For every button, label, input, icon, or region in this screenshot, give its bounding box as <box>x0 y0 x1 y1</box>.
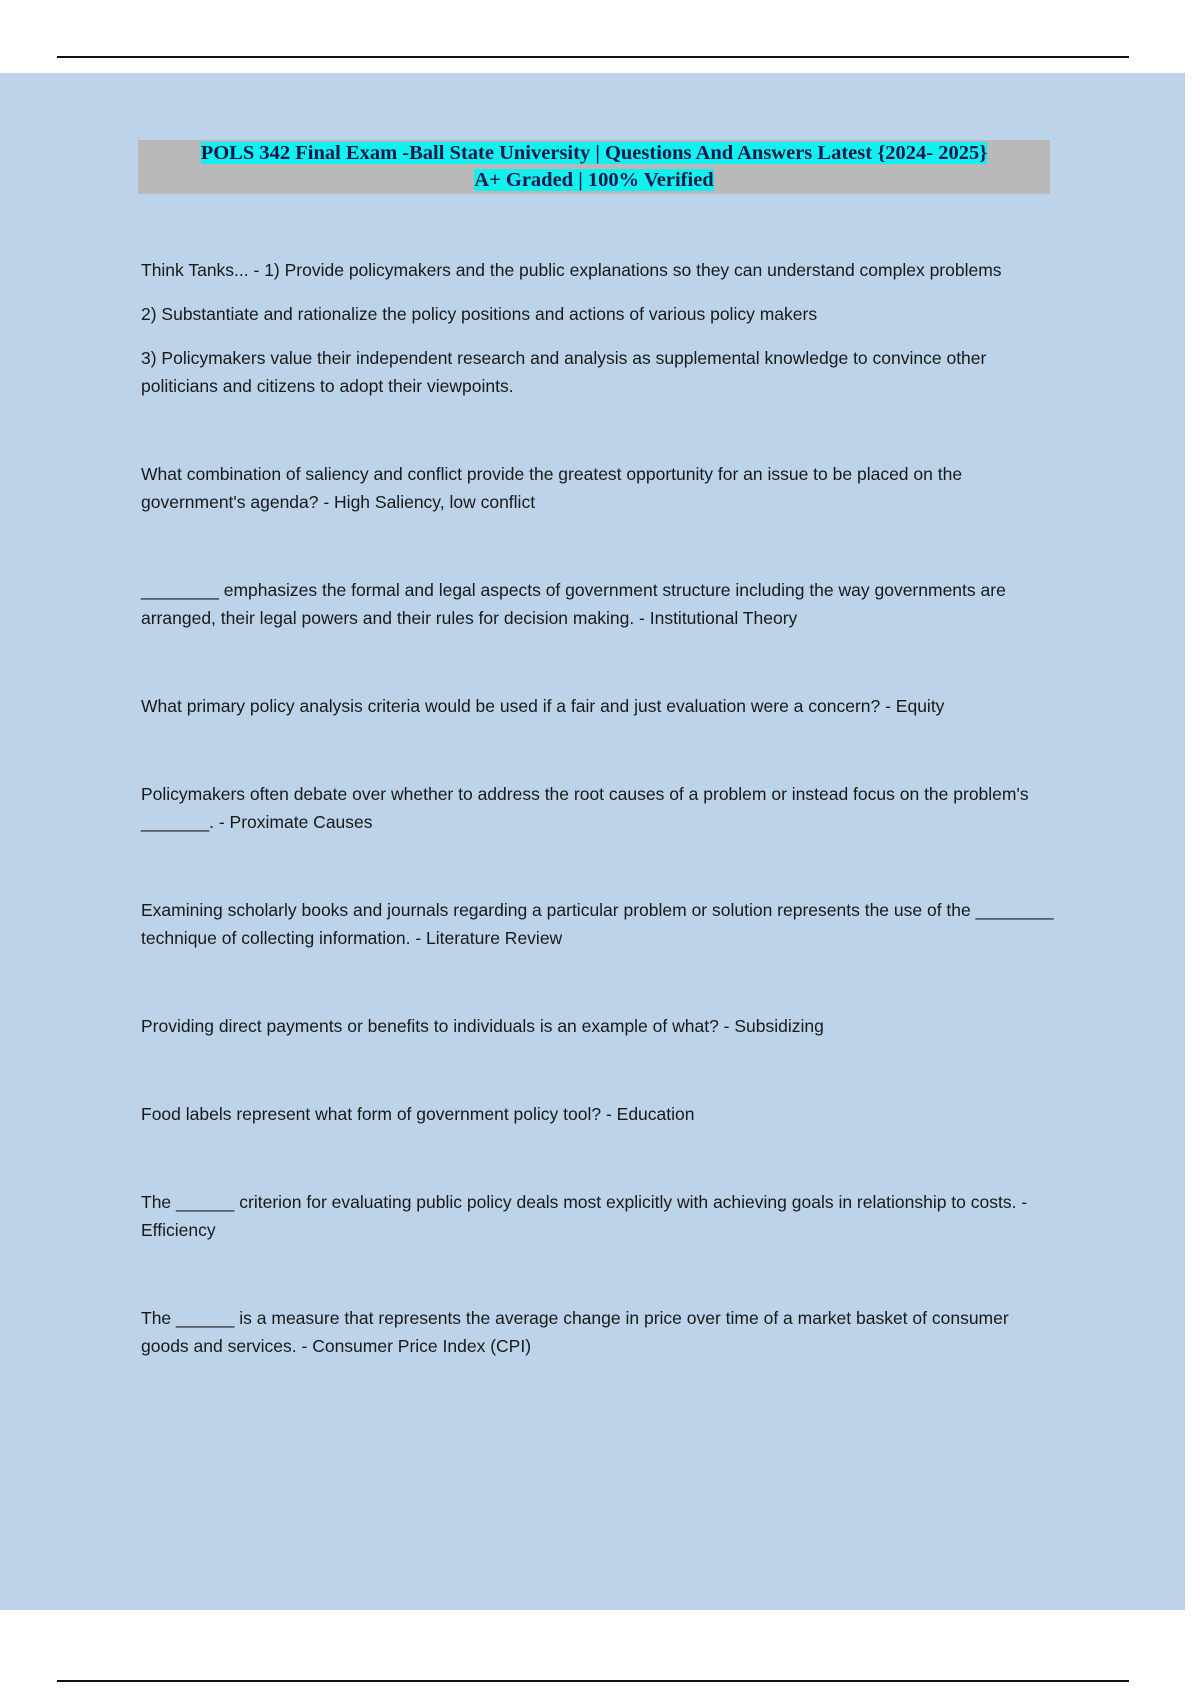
qa-item: What combination of saliency and conflict provide the greatest opportunity for an issue to be placed on the government's agenda? - High Saliency, low conflict <box>141 464 963 512</box>
title-line-1: POLS 342 Final Exam -Ball State University | Questions And Answers Latest {2024- 2025} <box>200 142 988 164</box>
qa-list <box>141 256 1061 1360</box>
qa-item: Policymakers often debate over whether to address the root causes of a problem or instead focus on the problem's _______. - Proximate Causes <box>141 784 1029 832</box>
qa-item: What primary policy analysis criteria would be used if a fair and just evaluation were a concern? - Equity <box>141 696 945 716</box>
qa-item: The ______ criterion for evaluating public policy deals most explicitly with achieving goals in relationship to costs. - Efficiency <box>141 1192 1028 1240</box>
qa-item: ________ emphasizes the formal and legal aspects of government structure including the way governments are arranged, their legal powers and their rules for decision making. - Institutional Theory <box>141 580 1006 628</box>
qa-item: Food labels represent what form of government policy tool? - Education <box>141 1104 695 1124</box>
qa-item: Think Tanks... - 1) Provide policymakers and the public explanations so they can understand complex problems <box>141 260 1002 280</box>
qa-item: Providing direct payments or benefits to individuals is an example of what? - Subsidizing <box>141 1016 824 1036</box>
qa-item: 2) Substantiate and rationalize the policy positions and actions of various policy makers <box>141 304 818 324</box>
document-title <box>138 140 1050 194</box>
qa-item: Examining scholarly books and journals regarding a particular problem or solution represents the use of the ________ technique of collecting information. - Literature Review <box>141 900 1054 948</box>
qa-item: 3) Policymakers value their independent research and analysis as supplemental knowledge to convince other politicians and citizens to adopt their viewpoints. <box>141 348 987 396</box>
qa-item: The ______ is a measure that represents the average change in price over time of a market basket of consumer goods and services. - Consumer Price Index (CPI) <box>141 1308 1009 1356</box>
title-line-2: A+ Graded | 100% Verified <box>474 169 714 191</box>
footer-rule <box>57 1680 1129 1682</box>
header-rule <box>57 56 1129 58</box>
